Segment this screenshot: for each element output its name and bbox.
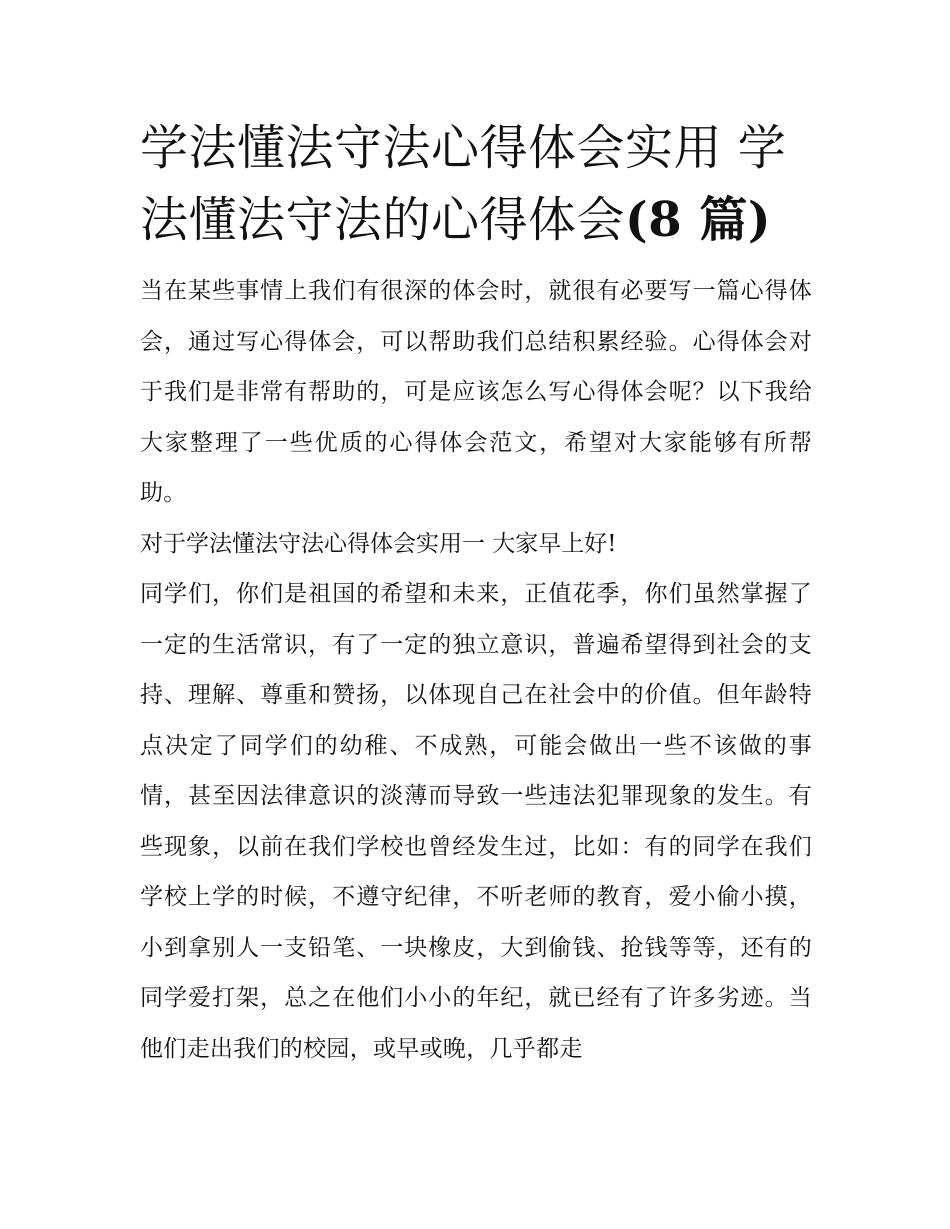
document-title-suffix: (8 篇): [625, 192, 772, 248]
document-page: [140, 112, 812, 1074]
document-title: [140, 112, 812, 256]
intro-paragraph: 当在某些事情上我们有很深的体会时，就很有必要写一篇心得体会，通过写心得体会，可以帮助我们总结积累经验。心得体会对于我们是非常有帮助的，可是应该怎么写心得体会呢？以下我给大家整理了一些优质的心得体会范文，希望对大家能够有所帮助。: [140, 278, 812, 506]
body-paragraph: 同学们，你们是祖国的希望和未来，正值花季，你们虽然掌握了一定的生活常识，有了一定的独立意识，普遍希望得到社会的支持、理解、尊重和赞扬，以体现自己在社会中的价值。但年龄特点决定了同学们的幼稚、不成熟，可能会做出一些不该做的事情，甚至因法律意识的淡薄而导致一些违法犯罪现象的发生。有些现象，以前在我们学校也曾经发生过，比如：有的同学在我们学校上学的时候，不遵守纪律，不听老师的教育，爱小偷小摸，小到拿别人一支铅笔、一块橡皮，大到偷钱、抢钱等等，还有的同学爱打架，总之在他们小小的年纪，就已经有了许多劣迹。当他们走出我们的校园，或早或晚，几乎都走: [140, 581, 812, 1062]
document-title-main: 学法懂法守法心得体会实用 学法懂法守法的心得体会: [140, 120, 787, 248]
section-heading: 对于学法懂法守法心得体会实用一 大家早上好!: [140, 530, 617, 557]
